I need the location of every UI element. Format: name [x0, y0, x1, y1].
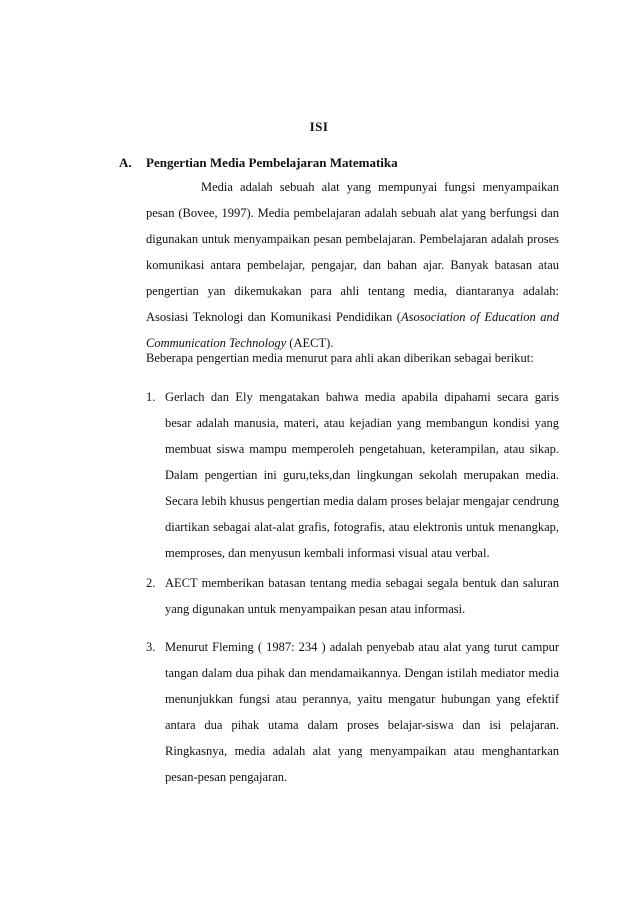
- list-item-text: Menurut Fleming ( 1987: 234 ) adalah penyebab atau alat yang turut campur tangan dalam dua pihak dan mendamaikannya. Dengan istilah mediator media menunjukkan fungsi atau perannya, yaitu mengatur hubungan yang efektif antara dua pihak utama dalam proses belajar-siswa dan isi pelajaran. Ringkasnya, media adalah alat yang menyampaikan atau menghantarkan pesan-pesan pengajaran.: [165, 640, 559, 784]
- list-item: [146, 384, 559, 566]
- intro-italic-organization: Asosociation of Education and Communication Technology: [146, 310, 559, 350]
- intro-text-part2: (AECT).: [286, 336, 334, 350]
- definitions-lead-paragraph: Beberapa pengertian media menurut para ahli akan diberikan sebagai berikut:: [146, 351, 534, 365]
- list-item-text: Gerlach dan Ely mengatakan bahwa media apabila dipahami secara garis besar adalah manusia, materi, atau kejadian yang membangun kondisi yang membuat siswa mampu memperoleh pengetahuan, keterampilan, atau sikap. Dalam pengertian ini guru,teks,dan lingkungan sekolah merupakan media. Secara lebih khusus pengertian media dalam proses belajar mengajar cendrung diartikan sebagai alat-alat grafis, fotografis, atau elektronis untuk menangkap, memproses, dan menyusun kembali informasi visual atau verbal.: [165, 390, 559, 560]
- list-item: [146, 634, 559, 790]
- section-heading-text: Pengertian Media Pembelajaran Matematika: [146, 155, 398, 170]
- list-item-text: AECT memberikan batasan tentang media sebagai segala bentuk dan saluran yang digunakan untuk menyampaikan pesan atau informasi.: [165, 576, 559, 616]
- page-title: ISI: [309, 119, 329, 134]
- list-item: [146, 570, 559, 622]
- list-item-number: 3.: [146, 640, 156, 654]
- intro-text-part1: Media adalah sebuah alat yang mempunyai fungsi menyampaikan pesan (Bovee, 1997). Media pembelajaran adalah sebuah alat yang berfungsi dan digunakan untuk menyampaikan pesan pembelajaran. Pembelajaran adalah proses komunikasi antara pembelajar, pengajar, dan bahan ajar. Banyak batasan atau pengertian yan dikemukakan para ahli tentang media, diantaranya adalah: Asosiasi Teknologi dan Komunikasi Pendidikan (: [146, 180, 559, 324]
- intro-paragraph: [146, 174, 559, 356]
- list-item-number: 2.: [146, 576, 156, 590]
- list-item-number: 1.: [146, 390, 156, 404]
- section-letter: A.: [119, 155, 132, 170]
